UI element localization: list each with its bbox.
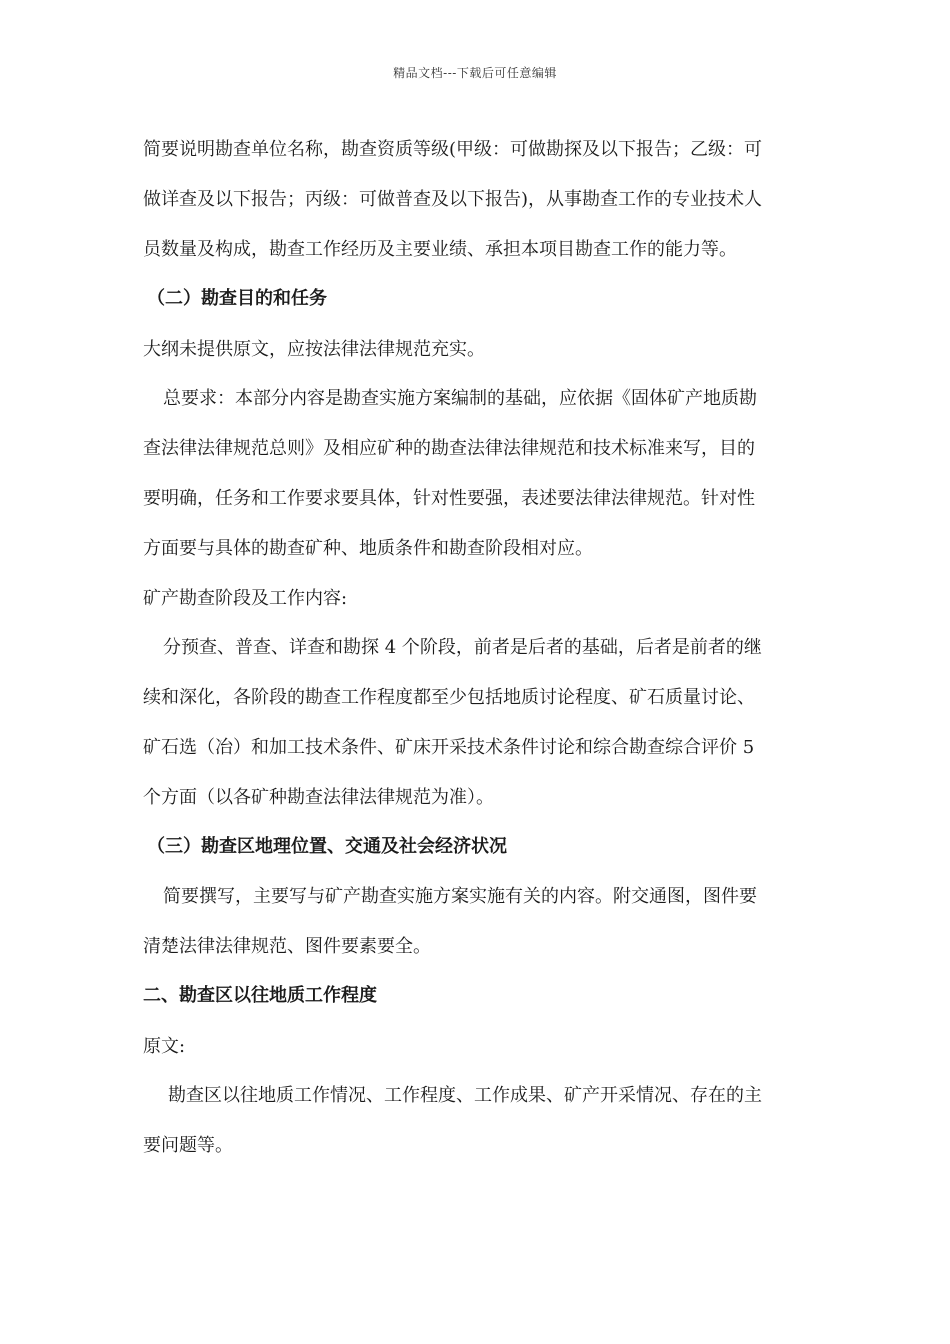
page-header: 精品文档---下载后可任意编辑 <box>393 66 557 80</box>
body-line: 做详查及以下报告；丙级：可做普查及以下报告)，从事勘查工作的专业技术人 <box>143 189 763 210</box>
body-line: 分预查、普查、详查和勘探 4 个阶段，前者是后者的基础，后者是前者的继 <box>163 637 762 658</box>
body-line: 矿产勘查阶段及工作内容: <box>143 588 348 609</box>
body-line: 简要说明勘查单位名称，勘查资质等级(甲级：可做勘探及以下报告；乙级：可 <box>143 139 763 160</box>
body-line: 要问题等。 <box>143 1135 233 1156</box>
section-heading: （二）勘查目的和任务 <box>147 288 327 309</box>
body-line: 总要求：本部分内容是勘查实施方案编制的基础，应依据《固体矿产地质勘 <box>163 388 757 409</box>
body-line: 方面要与具体的勘查矿种、地质条件和勘查阶段相对应。 <box>143 538 593 559</box>
body-line: 查法律法律规范总则》及相应矿种的勘查法律法律规范和技术标准来写，目的 <box>143 438 755 459</box>
body-line: 个方面（以各矿种勘查法律法律规范为准）。 <box>143 787 494 808</box>
body-line: 清楚法律法律规范、图件要素要全。 <box>143 936 431 957</box>
body-line: 原文: <box>143 1036 186 1057</box>
body-line: 续和深化，各阶段的勘查工作程度都至少包括地质讨论程度、矿石质量讨论、 <box>143 687 755 708</box>
body-line: 员数量及构成，勘查工作经历及主要业绩、承担本项目勘查工作的能力等。 <box>143 239 737 260</box>
body-line: 大纲未提供原文，应按法律法律规范充实。 <box>143 339 485 360</box>
section-heading: 二、勘查区以往地质工作程度 <box>143 985 377 1006</box>
body-line: 简要撰写，主要写与矿产勘查实施方案实施有关的内容。附交通图，图件要 <box>163 886 757 907</box>
section-heading: （三）勘查区地理位置、交通及社会经济状况 <box>147 836 507 857</box>
body-line: 矿石选（冶）和加工技术条件、矿床开采技术条件讨论和综合勘查综合评价 5 <box>143 737 755 758</box>
body-line: 勘查区以往地质工作情况、工作程度、工作成果、矿产开采情况、存在的主 <box>168 1085 762 1106</box>
body-line: 要明确，任务和工作要求要具体，针对性要强，表述要法律法律规范。针对性 <box>143 488 755 509</box>
